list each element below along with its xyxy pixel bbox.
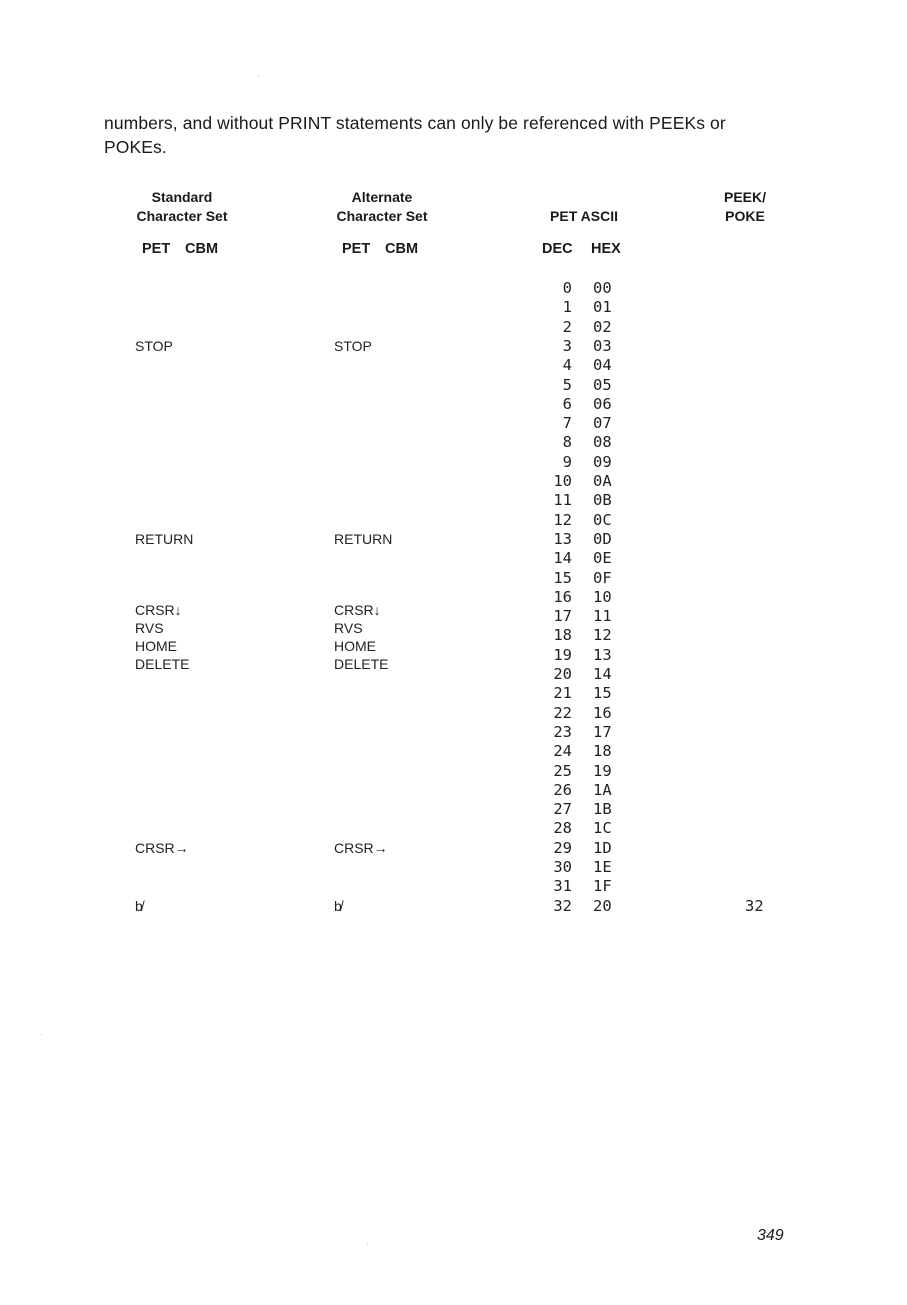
dec-value: 24: [553, 742, 572, 761]
dec-value: 25: [553, 761, 572, 780]
dec-value: 0: [562, 279, 572, 297]
scan-speck: [258, 76, 259, 77]
dec-value: 30: [553, 858, 572, 876]
dec-value: 1: [562, 298, 572, 317]
page-number: 349: [757, 1227, 784, 1244]
intro-line-2: POKEs.: [104, 137, 167, 157]
dec-value: 31: [553, 877, 572, 896]
hex-value: 0A: [593, 472, 612, 490]
intro-paragraph: [104, 111, 804, 159]
alternate-charset-header: Alternate Character Set: [336, 189, 428, 224]
peek-poke-value: 32: [745, 896, 764, 915]
hex-value: 15: [593, 684, 612, 703]
hex-value: 11: [593, 607, 612, 626]
dec-value: 15: [553, 568, 572, 587]
std-rvs: RVS: [135, 620, 164, 636]
hex-value: 09: [593, 452, 612, 471]
standard-cbm-subheader: CBM: [185, 241, 219, 257]
hex-value: 1A: [593, 780, 612, 799]
peek-poke-header: PEEK/ POKE: [723, 189, 766, 224]
dec-value: 8: [562, 433, 572, 452]
dec-value: 14: [553, 549, 572, 568]
hex-value: 16: [593, 703, 612, 722]
dec-value: 7: [562, 414, 572, 433]
alt-delete: DELETE: [334, 656, 389, 672]
standard-char: b̸: [135, 897, 143, 914]
dec-value: 3: [562, 336, 572, 355]
alternate-char: CRSR→: [334, 839, 388, 856]
hex-value: 0F: [593, 568, 612, 587]
alternate-char: b̸: [334, 897, 342, 914]
hex-value: 04: [593, 356, 612, 375]
hex-value: 20: [593, 896, 612, 915]
hex-value: 19: [593, 761, 612, 780]
dec-subheader: DEC: [542, 241, 573, 257]
scan-speck: [41, 1034, 42, 1035]
dec-value: 22: [553, 703, 572, 722]
alternate-cbm-subheader: CBM: [385, 241, 419, 257]
dec-value: 21: [553, 684, 572, 703]
hex-value: 02: [593, 317, 612, 336]
scan-speck: [367, 1243, 368, 1244]
dec-value: 16: [553, 587, 572, 606]
hex-value: 14: [593, 665, 612, 683]
hex-subheader: HEX: [591, 241, 621, 257]
standard-char: STOP: [135, 337, 173, 354]
dec-value: 18: [553, 626, 572, 645]
dec-value: 13: [553, 529, 572, 548]
hex-value: 06: [593, 394, 612, 413]
hex-value: 10: [593, 587, 612, 606]
alt-rvs: RVS: [334, 620, 363, 636]
alternate-char: STOP: [334, 337, 372, 354]
std-crsr-down: CRSR↓: [135, 602, 182, 618]
dec-value: 32: [553, 896, 572, 915]
hex-value: 01: [593, 298, 612, 317]
dec-value: 6: [562, 394, 572, 413]
alt-home: HOME: [334, 638, 376, 654]
hex-value: 03: [593, 336, 612, 355]
hex-value: 1B: [593, 800, 612, 819]
hex-value: 17: [593, 722, 612, 741]
hex-value: 00: [593, 279, 612, 297]
hex-value: 0E: [593, 549, 612, 568]
standard-char: CRSR→: [135, 839, 189, 856]
dec-value: 11: [553, 491, 572, 510]
dec-value: 20: [553, 665, 572, 683]
standard-char: RETURN: [135, 530, 194, 547]
std-delete: DELETE: [135, 656, 190, 672]
dec-value: 28: [553, 819, 572, 838]
dec-value: 29: [553, 838, 572, 857]
control-block-standard: [135, 601, 189, 673]
dec-value: 17: [553, 607, 572, 626]
hex-value: 0D: [593, 529, 612, 548]
dec-value: 27: [553, 800, 572, 819]
hex-value: 1C: [593, 819, 612, 838]
intro-line-1: numbers, and without PRINT statements can only be referenced with PEEKs or: [104, 113, 726, 133]
hex-value: 07: [593, 414, 612, 433]
hex-value: 1E: [593, 858, 612, 876]
hex-value: 05: [593, 375, 612, 394]
dec-value: 19: [553, 645, 572, 664]
dec-value: 12: [553, 510, 572, 529]
control-block-alternate: [334, 601, 388, 673]
hex-value: 18: [593, 742, 612, 761]
dec-value: 2: [562, 317, 572, 336]
dec-value: 23: [553, 722, 572, 741]
alternate-char: RETURN: [334, 530, 393, 547]
dec-value: 26: [553, 780, 572, 799]
dec-value: 9: [562, 452, 572, 471]
hex-value: 0B: [593, 491, 612, 510]
alternate-pet-subheader: PET: [342, 241, 371, 257]
std-home: HOME: [135, 638, 177, 654]
hex-value: 1F: [593, 877, 612, 896]
hex-value: 0C: [593, 510, 612, 529]
standard-pet-subheader: PET: [142, 241, 171, 257]
hex-value: 13: [593, 645, 612, 664]
dec-value: 4: [562, 356, 572, 375]
alt-crsr-down: CRSR↓: [334, 602, 381, 618]
hex-value: 08: [593, 433, 612, 452]
dec-value: 5: [562, 375, 572, 394]
hex-value: 1D: [593, 838, 612, 857]
dec-value: 10: [553, 472, 572, 490]
hex-value: 12: [593, 626, 612, 645]
pet-ascii-header: PET ASCII: [550, 208, 618, 224]
standard-charset-header: Standard Character Set: [136, 189, 228, 224]
